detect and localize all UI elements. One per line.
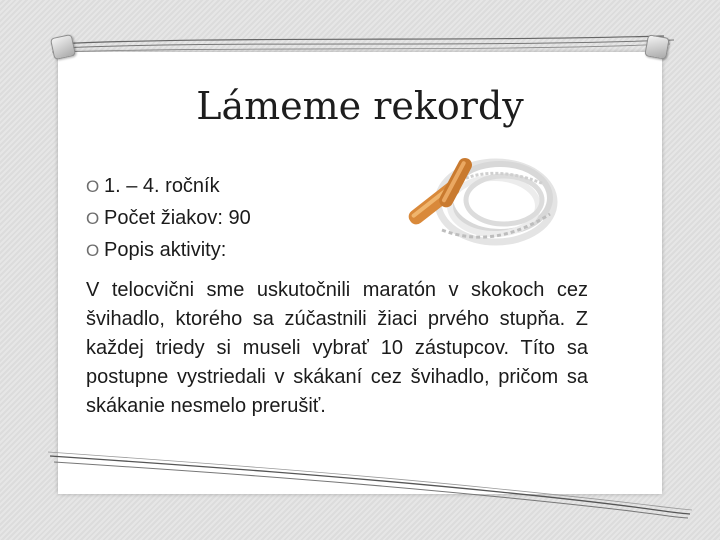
slide-title: Lámeme rekordy [196,84,524,128]
bullet-marker-icon: O [86,177,100,196]
bullet-text: Počet žiakov: 90 [104,207,251,229]
bullet-item [86,170,251,202]
bullet-text: 1. – 4. ročník [104,175,220,197]
scribble-decoration-bottom [40,436,700,520]
bullet-list [86,170,251,266]
jump-rope-image [384,140,564,260]
activity-description: V telocvični sme uskutočnili maratón v skokoch cez švihadlo, ktorého sa zúčastnili žiaci prvého stupňa. Z každej triedy si museli vybrať 10 zástupcov. Títo sa postupne vystriedali v skákaní cez švihadlo, pričom sa skákanie nesmelo prerušiť. [86,279,588,417]
bullet-item [86,234,251,266]
bullet-item [86,202,251,234]
pin-right [644,34,669,59]
bullet-text: Popis aktivity: [104,239,227,261]
bullet-marker-icon: O [86,209,100,228]
pin-left [50,34,76,60]
bullet-marker-icon: O [86,241,100,260]
